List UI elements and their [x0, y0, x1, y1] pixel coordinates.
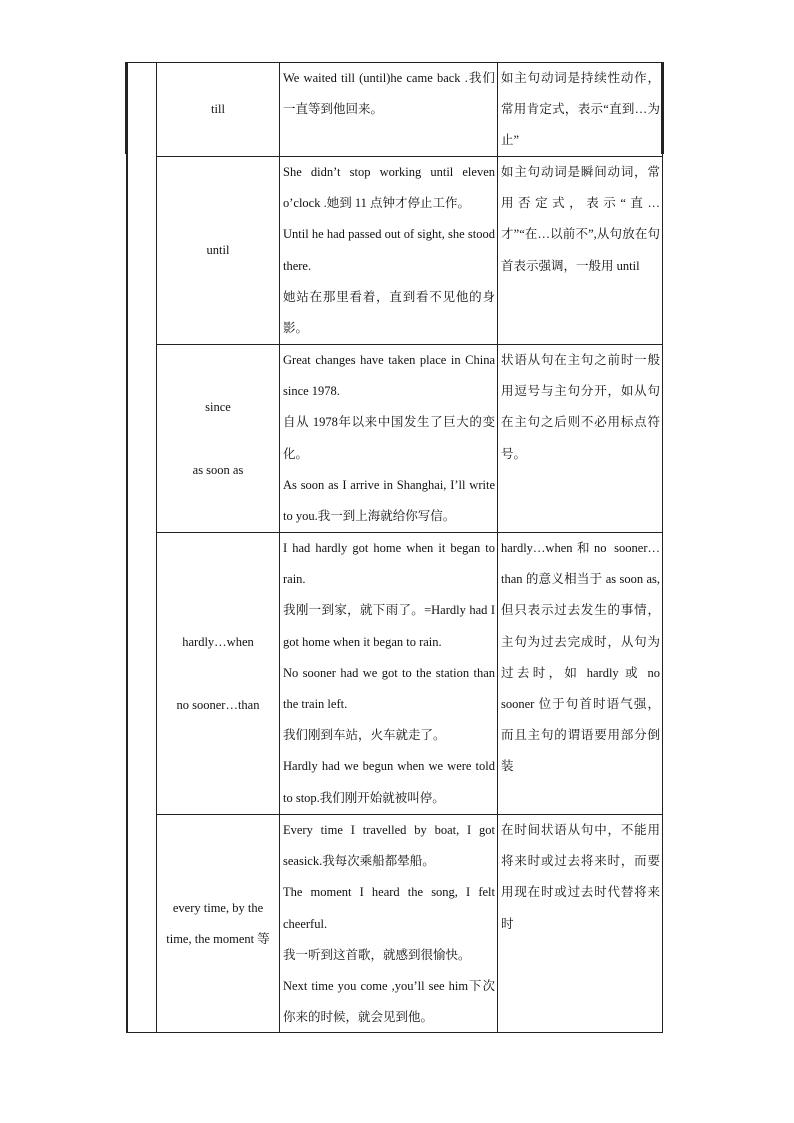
usage-note: 如主句动词是持续性动作，常用肯定式，表示“直到…为止”: [501, 71, 660, 148]
conjunction-cell: [157, 345, 279, 532]
example-cell: [280, 345, 497, 532]
usage-note: 如主句动词是瞬间动词，常用否定式，表示“直…才”“在…以前不”,从句放在句首表示强调，一般用 until: [501, 165, 660, 273]
conjunction-label: as soon as: [192, 462, 244, 477]
usage-note-cell: [498, 345, 662, 532]
example-translation: 我们刚到车站，火车就走了。: [283, 728, 446, 743]
conjunction-cell: [157, 63, 279, 156]
table-left-border: [126, 62, 128, 1033]
example-sentence: As soon as I arrive in Shanghai, I’ll write to you.我一到上海就给你写信。: [283, 477, 495, 524]
example-sentence: Until he had passed out of sight, she stood there.: [283, 227, 495, 273]
example-sentence: We waited till (until)he came back .我们一直等到他回来。: [283, 71, 495, 117]
usage-note: 状语从句在主句之前时一般用逗号与主句分开，如从句在主句之后则不必用标点符号。: [501, 353, 660, 461]
table-right-border: [662, 62, 663, 1033]
example-sentence: The moment I heard the song, I felt cheerful.: [283, 885, 495, 931]
example-sentence: I had hardly got home when it began to rain.: [283, 541, 495, 587]
conjunction-label: every time, by the time, the moment 等: [166, 900, 270, 946]
example-sentence: No sooner had we got to the station than the train left.: [283, 665, 495, 712]
example-translation: 我一听到这首歌，就感到很愉快。: [283, 947, 471, 962]
example-sentence: Next time you come ,you’ll see him下次你来的时候，就会见到他。: [283, 979, 495, 1025]
usage-note-cell: [498, 157, 662, 344]
usage-note-cell: [498, 63, 662, 156]
usage-note-cell: [498, 815, 662, 1032]
example-cell: [280, 63, 497, 156]
example-cell: [280, 815, 497, 1032]
conjunction-label: hardly…when: [182, 634, 254, 649]
example-cell: [280, 533, 497, 814]
example-cell: [280, 157, 497, 344]
table-left-border-thick: [125, 62, 128, 154]
usage-note: 在时间状语从句中，不能用将来时或过去将来时，而要用现在时或过去时代替将来时: [501, 823, 660, 931]
usage-note-cell: [498, 533, 662, 814]
conjunction-label: until: [206, 243, 230, 257]
conjunction-label: no sooner…than: [176, 697, 260, 712]
conjunction-label: till: [211, 102, 225, 116]
conjunction-cell: [157, 157, 279, 344]
conjunction-cell: [157, 533, 279, 814]
example-translation: 她站在那里看着，直到看不见他的身影。: [283, 289, 495, 336]
example-translation: 我刚一到家，就下雨了。=Hardly had I got home when it began to rain.: [283, 603, 495, 649]
example-sentence: Every time I travelled by boat, I got seasick.我每次乘船都晕船。: [283, 823, 495, 869]
usage-note: hardly…when和no sooner…than 的意义相当于 as soon as,但只表示过去发生的事情，主句为过去完成时，从句为过去时，如 hardly 或 no sooner 位于句首时语气强，而且主句的谓语要用部分倒装: [501, 541, 660, 774]
example-sentence: Hardly had we begun when we were told to stop.我们刚开始就被叫停。: [283, 759, 495, 805]
example-sentence: Great changes have taken place in China since 1978.: [283, 353, 495, 399]
conjunction-cell: [157, 815, 279, 1032]
table-bottom-border: [126, 1032, 663, 1033]
example-sentence: She didn’t stop working until eleven o’clock .她到 11 点钟才停止工作。: [283, 165, 495, 211]
example-translation: 自从 1978年以来中国发生了巨大的变化。: [283, 415, 495, 461]
conjunction-label: since: [205, 399, 231, 414]
